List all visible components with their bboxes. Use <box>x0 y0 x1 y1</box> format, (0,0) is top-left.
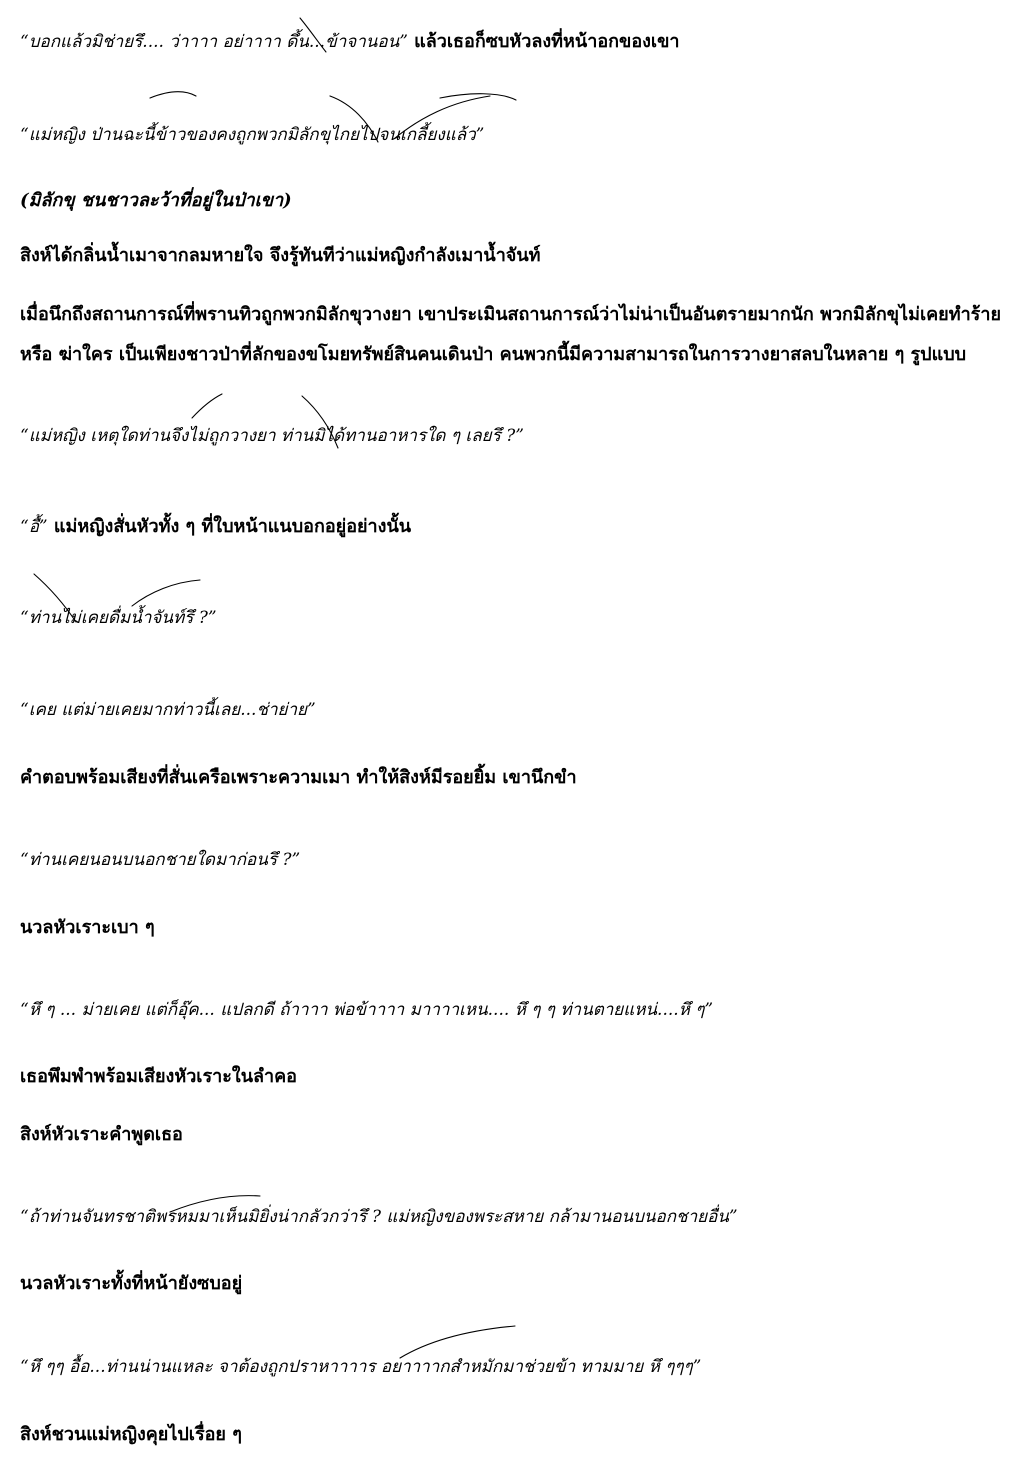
paragraph-18: “หึ ๆๆ อื้อ...ท่านน่านแหละ จาต้องถูกปราหาาาาร อยาาาากสำหมักมาช่วยข้า ทามมาย หึ ๆๆๆ” <box>20 1357 702 1377</box>
paragraph-11: “ท่านเคยนอนบนอกชายใดมาก่อนรึ ?” <box>20 850 301 870</box>
paragraph-3-note: (มิลักขุ ชนชาวละว้าที่อยู่ในป่าเขา) <box>20 190 292 211</box>
dialogue-text: “อื้” <box>20 517 48 537</box>
flourish-stroke <box>132 580 200 606</box>
paragraph-15: สิงห์หัวเราะคำพูดเธอ <box>20 1124 183 1145</box>
narration-text: แม่หญิงสั่นหัวทั้ง ๆ ที่ใบหน้าแนบอกอยู่อย่างนั้น <box>47 516 412 537</box>
paragraph-8: “ท่านไม่เคยดื่มน้ำจันท์รึ ?” <box>20 608 217 628</box>
flourish-stroke <box>192 394 222 418</box>
paragraph-17: นวลหัวเราะทั้งที่หน้ายังซบอยู่ <box>20 1273 243 1294</box>
paragraph-7 <box>20 516 1015 538</box>
paragraph-6: “แม่หญิง เหตุใดท่านจึงไม่ถูกวางยา ท่านมิได้ทานอาหารใด ๆ เลยรึ ?” <box>20 426 524 446</box>
paragraph-9: “เคย แต่ม่ายเคยมากท่าวนี้เลย...ช่าย่าย” <box>20 700 316 720</box>
paragraph-10: คำตอบพร้อมเสียงที่สั่นเครือเพราะความเมา ทำให้สิงห์มีรอยยิ้ม เขานึกขำ <box>20 767 577 788</box>
paragraph-1 <box>20 31 1015 53</box>
paragraph-16: “ถ้าท่านจันทรชาติพรหมมาเห็นมิยิ่งน่ากลัวกว่ารึ ? แม่หญิงของพระสหาย กล้ามานอนบนอกชายอื่น” <box>20 1207 738 1227</box>
narration-text: แล้วเธอก็ซบหัวลงที่หน้าอกของเขา <box>407 31 680 52</box>
paragraph-5-line-1: เมื่อนึกถึงสถานการณ์ที่พรานทิวถูกพวกมิลักขุวางยา เขาประเมินสถานการณ์ว่าไม่น่าเป็นอันตรายมากนัก พวกมิลักขุไม่เคยทำร้าย <box>20 304 1001 325</box>
paragraph-12: นวลหัวเราะเบา ๆ <box>20 917 155 938</box>
paragraph-4: สิงห์ได้กลิ่นน้ำเมาจากลมหายใจ จึงรู้ทันทีว่าแม่หญิงกำลังเมาน้ำจันท์ <box>20 245 541 266</box>
paragraph-13: “หึ ๆ ... ม่ายเคย แต่ก็อุ๊ค... แปลกดี ถ้าาาา พ่อข้าาาา มาาาาเหน.... หึ ๆ ๆ ท่านตายแหน่....หึ ๆ” <box>20 1000 714 1020</box>
dialogue-text: “บอกแล้วมิช่ายรึ.... ว่าาาา อย่าาาา ดึ้น...ข้าจานอน” <box>20 32 408 52</box>
paragraph-19: สิงห์ชวนแม่หญิงคุยไปเรื่อย ๆ <box>20 1424 242 1445</box>
flourish-stroke <box>400 1326 515 1358</box>
flourish-stroke <box>440 94 516 100</box>
flourish-stroke <box>150 92 196 98</box>
paragraph-14: เธอพึมพำพร้อมเสียงหัวเราะในลำคอ <box>20 1066 297 1087</box>
paragraph-2: “แม่หญิง ป่านฉะนี้ข้าวของคงถูกพวกมิลักขุไกยไปจนเกลี้ยงแล้ว” <box>20 125 485 145</box>
paragraph-5-line-2: หรือ ฆ่าใคร เป็นเพียงชาวป่าที่ลักของขโมยทรัพย์สินคนเดินป่า คนพวกนี้มีความสามารถในการวางยาสลบในหลาย ๆ รูปแบบ <box>20 344 967 365</box>
